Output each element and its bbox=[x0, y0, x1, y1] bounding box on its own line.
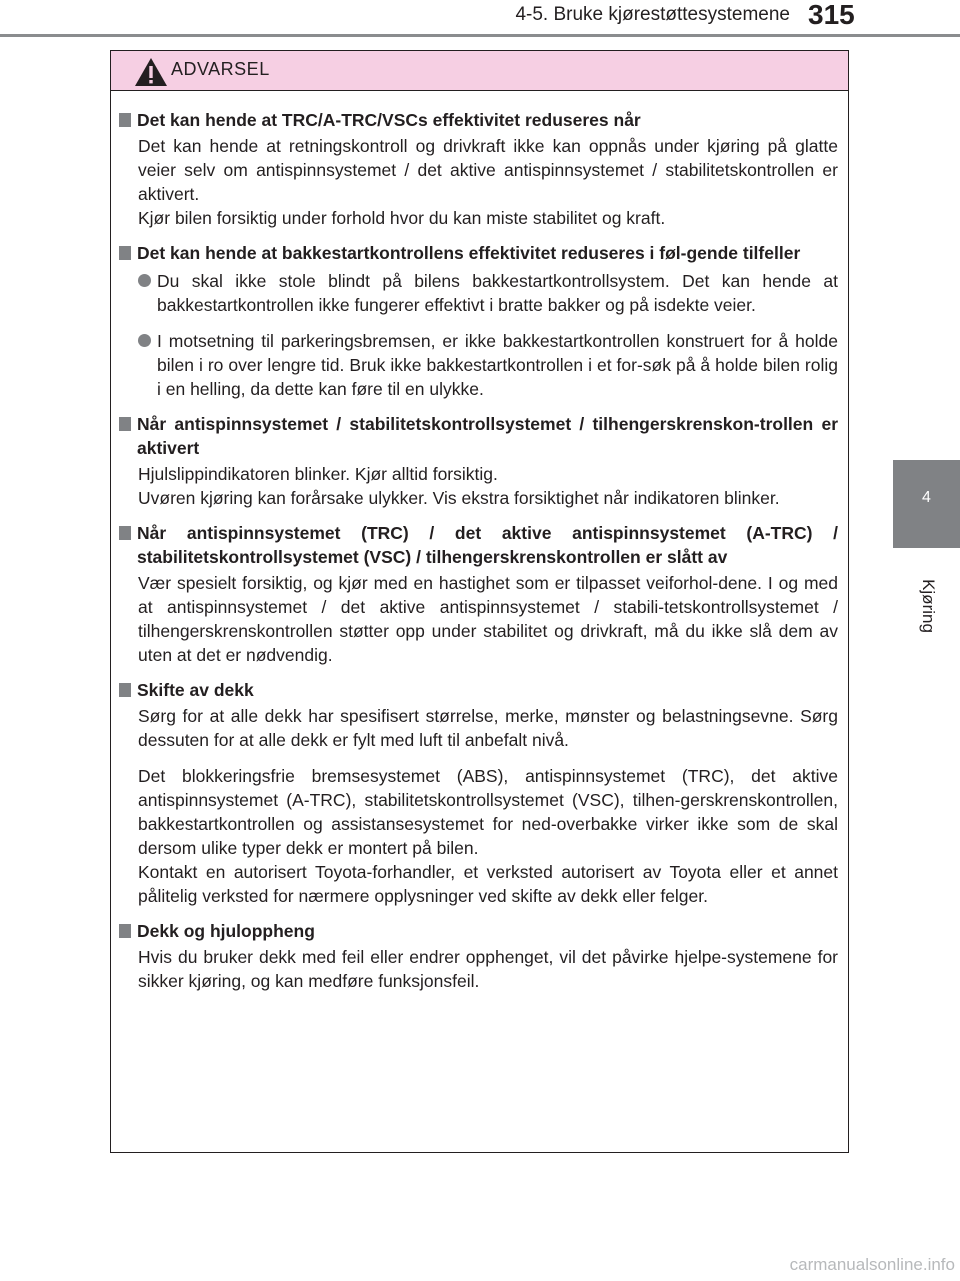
paragraph: Sørg for at alle dekk har spesifisert størrelse, merke, mønster og belastningsevne. Sørg dessuten for at alle dekk er fylt med luft til anbefalt nivå. bbox=[138, 706, 838, 750]
square-bullet-icon bbox=[119, 683, 131, 697]
paragraph: Det kan hende at retningskontroll og drivkraft ikke kan oppnås under kjøring på glatte veier selv om antispinnsystemet / det aktive antispinnsystemet / stabilitetskontrollen er aktivert. Kjør bilen forsiktig under forhold hvor du kan miste stabilitet og kraft. bbox=[138, 136, 838, 228]
square-bullet-icon bbox=[119, 526, 131, 540]
bullet-point: Du skal ikke stole blindt på bilens bakkestartkontrollsystem. Det kan hende at bakkestartkontrollen ikke fungerer effektivt i bratte bakker og på isdekte veier. bbox=[119, 269, 838, 317]
warning-item bbox=[119, 678, 838, 908]
warning-content bbox=[111, 91, 848, 993]
square-bullet-icon bbox=[119, 924, 131, 938]
warning-header bbox=[111, 51, 848, 91]
item-heading: Når antispinnsystemet (TRC) / det aktive antispinnsystemet (A-TRC) / stabilitetskontrollsystemet (VSC) / tilhengerskrenskontrollen er slått av bbox=[119, 521, 838, 569]
square-bullet-icon bbox=[119, 417, 131, 431]
round-bullet-icon bbox=[138, 334, 151, 347]
warning-title: ADVARSEL bbox=[171, 59, 270, 79]
chapter-tab[interactable] bbox=[893, 460, 960, 548]
warning-item bbox=[119, 412, 838, 510]
item-heading: Det kan hende at bakkestartkontrollens effektivitet reduseres i føl-gende tilfeller bbox=[119, 241, 838, 265]
warning-item bbox=[119, 108, 838, 230]
chapter-number: 4 bbox=[922, 489, 931, 506]
item-heading: Skifte av dekk bbox=[119, 678, 838, 702]
warning-item bbox=[119, 919, 838, 993]
watermark: carmanualsonline.info bbox=[789, 1255, 955, 1274]
item-heading: Dekk og hjuloppheng bbox=[119, 919, 838, 943]
paragraph: Vær spesielt forsiktig, og kjør med en hastighet som er tilpasset veiforhol-dene. I og med at antispinnsystemet / det aktive antispinnsystemet / stabili-tetskontrollsystemet / tilhengerskrenskontrollen støtter opp under stabilitet og drivkraft, må du ikke slå dem av uten at det er nødvendig. bbox=[138, 573, 838, 665]
item-heading: Det kan hende at TRC/A-TRC/VSCs effektivitet reduseres når bbox=[119, 108, 838, 132]
round-bullet-icon bbox=[138, 274, 151, 287]
header-rule bbox=[0, 34, 960, 37]
item-heading: Når antispinnsystemet / stabilitetskontrollsystemet / tilhengerskrenskon-trollen er aktivert bbox=[119, 412, 838, 460]
warning-item bbox=[119, 241, 838, 401]
bullet-point: I motsetning til parkeringsbremsen, er ikke bakkestartkontrollen konstruert for å holde bilen i ro over lengre tid. Bruk ikke bakkestartkontrollen i et for-søk på å holde bilen rolig i en helling, da dette kan føre til en ulykke. bbox=[119, 329, 838, 401]
warning-box bbox=[110, 50, 849, 1153]
section-title: 4-5. Bruke kjørestøttesystemene bbox=[515, 4, 790, 25]
paragraph: Det blokkeringsfrie bremsesystemet (ABS), antispinnsystemet (TRC), det aktive antispinnsystemet (A-TRC), stabilitetskontrollsystemet (VSC), tilhen-gerskrenskontrollen, bakkestartkontrollen og assistansesystemet for ned-overbakke virker ikke som de skal dersom ulike typer dekk er montert på bilen. Kontakt en autorisert Toyota-forhandler, et verksted autorisert av Toyota eller et annet pålitelig verksted for nærmere opplysninger ved skifte av dekk eller felger. bbox=[138, 766, 838, 906]
chapter-label: Kjøring bbox=[919, 579, 938, 633]
square-bullet-icon bbox=[119, 113, 131, 127]
warning-item bbox=[119, 521, 838, 667]
square-bullet-icon bbox=[119, 246, 131, 260]
paragraph: Hjulslippindikatoren blinker. Kjør alltid forsiktig. Uvøren kjøring kan forårsake ulykker. Vis ekstra forsiktighet når indikatoren blinker. bbox=[138, 464, 780, 508]
page-number: 315 bbox=[808, 0, 855, 30]
warning-triangle-icon bbox=[133, 56, 169, 88]
chapter-label-container bbox=[893, 560, 960, 650]
paragraph: Hvis du bruker dekk med feil eller endrer opphenget, vil det påvirke hjelpe-systemene for sikker kjøring, og kan medføre funksjonsfeil. bbox=[138, 947, 838, 991]
